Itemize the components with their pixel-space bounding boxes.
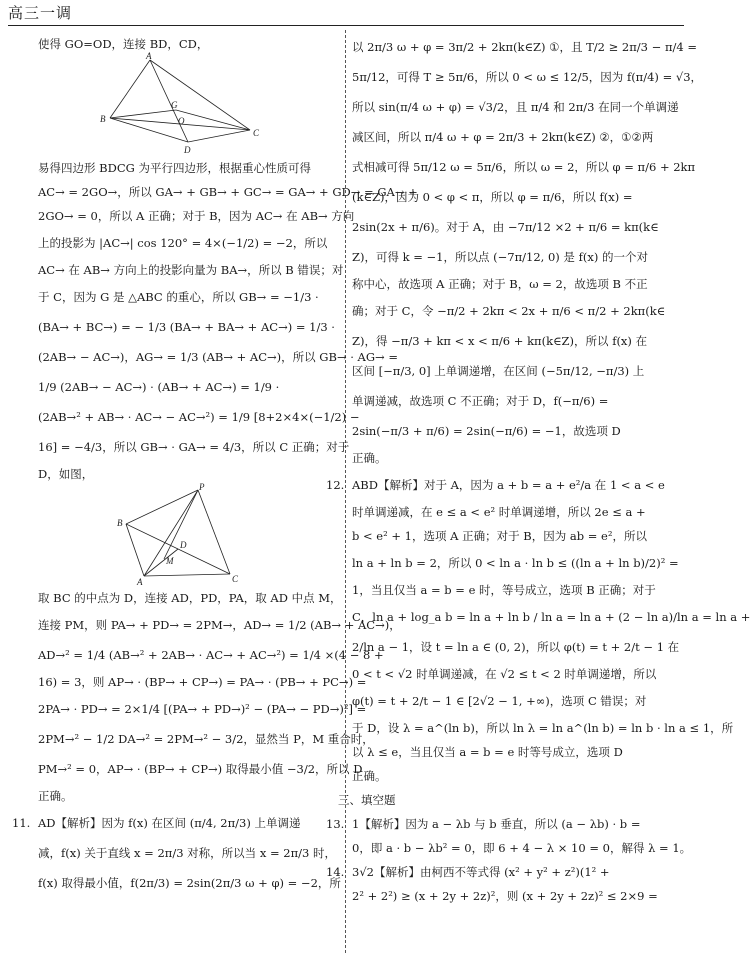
text-line: 正确。 [352,451,387,465]
question-11 [12,808,330,838]
section-heading: 三、填空题 [338,793,396,807]
text-line: b < e² + 1，选项 A 正确；对于 B，因为 ab = e²，所以 [352,529,647,543]
question-13 [326,812,652,836]
text-line: 以 λ ≤ e，当且仅当 a = b = e 时等号成立，选项 D [352,745,623,759]
text-line: C，ln a + log_a b = ln a + ln b / ln a = ln a + (2 − ln a)/ln a = ln a + [352,610,750,624]
question-number: 12. [326,478,345,492]
text-line: ln a + ln b = 2，所以 0 < ln a · ln b ≤ ((ln a + ln b)/2)² = [352,556,679,570]
text-line: 1【解析】因为 a − λb 与 b 垂直，所以 (a − λb) · b = [352,817,641,831]
question-number: 14. [326,865,345,879]
label-M: M [166,556,174,566]
text-line: AC→ 在 AB→ 方向上的投影向量为 BA→，所以 B 错误；对 [38,263,344,277]
text-line: 易得四边形 BDCG 为平行四边形，根据重心性质可得 [38,161,311,175]
text-line: 正确。 [352,769,387,783]
question-number: 13. [326,817,345,831]
text-line: 于 D，设 λ = a^(ln b)，所以 ln λ = ln a^(ln b) = ln b · ln a ≤ 1，所 [352,721,734,735]
label-B: B [100,114,106,124]
text-line: 减区间，所以 π/4 ω + φ = 2π/3 + 2kπ(k∈Z) ②，①②两 [352,130,654,144]
text-line: 确；对于 C，令 −π/2 + 2kπ < 2x + π/6 < π/2 + 2kπ(k∈ [352,304,666,318]
text-line: 以 2π/3 ω + φ = 3π/2 + 2kπ(k∈Z) ①，且 T/2 ≥ 2π/3 − π/4 = [352,40,697,54]
label-A: A [146,51,152,61]
text-line: Z)，可得 k = −1，所以点 (−7π/12, 0) 是 f(x) 的一个对 [352,250,648,264]
text-line: (k∈Z)，因为 0 < φ < π，所以 φ = π/6，所以 f(x) = [352,190,633,204]
text-line: AD【解析】因为 f(x) 在区间 (π/4, 2π/3) 上单调递 [38,816,301,830]
text-line: (2AB→ − AC→)，AG→ = 1/3 (AB→ + AC→)，所以 GB→ · AG→ = [38,350,398,364]
label-A: A [137,577,143,587]
text-line: 3√2【解析】由柯西不等式得 (x² + y² + z²)(1² + [352,865,610,879]
text-line: 2PA→ · PD→ = 2×1/4 [(PA→ + PD→)² − (PA→ − PD→)²] = [38,702,367,716]
text-line: 2/ln a − 1，设 t = ln a ∈ (0, 2)，所以 φ(t) = t + 2/t − 1 在 [352,640,680,654]
text-line: 1/9 (2AB→ − AC→) · (AB→ + AC→) = 1/9 · [38,380,280,394]
text-line: AD→² = 1/4 (AB→² + 2AB→ · AC→ + AC→²) = 1/4 ×(4 − 8 + [38,648,384,662]
label-C: C [232,574,239,584]
text-line: 2sin(−π/3 + π/6) = 2sin(−π/6) = −1，故选项 D [352,424,621,438]
text-line: (2AB→² + AB→ · AC→ − AC→²) = 1/9 [8+2×4×(−1/2) − [38,410,360,424]
text-line: 2² + 2²) ≥ (x + 2y + 2z)²，则 (x + 2y + 2z)² ≤ 2×9 = [352,889,658,903]
figure-triangle-abc [38,51,330,156]
right-column [326,32,750,908]
label-P: P [199,482,205,492]
text-line: 16] = −4/3，所以 GB→ · GA→ = 4/3，所以 C 正确；对于 [38,440,350,454]
question-12 [326,470,665,500]
header-rule [8,25,684,26]
text-line: 式相减可得 5π/12 ω = 5π/6，所以 ω = 2，所以 φ = π/6 + 2kπ [352,160,696,174]
text-line: PM→² = 0，AP→ · (BP→ + CP→) 取得最小值 −3/2，所以 D [38,762,363,776]
text-line: 0 < t < √2 时单调递减，在 √2 ≤ t < 2 时单调递增，所以 [352,667,657,681]
label-C: C [253,128,260,138]
text-line: 上的投影为 |AC→| cos 120° = 4×(−1/2) = −2，所以 [38,236,328,250]
text-line: 5π/12，可得 T ≥ 5π/6，所以 0 < ω ≤ 12/5，因为 f(π/4) = √3， [352,70,703,84]
figure-triangle-pbc [38,482,330,587]
label-B: B [117,518,123,528]
text-line: 于 C，因为 G 是 △ABC 的重心，所以 GB→ = −1/3 · [38,290,319,304]
text-line: 所以 sin(π/4 ω + φ) = √3/2，且 π/4 和 2π/3 在同一个单调递 [352,100,679,114]
text-line: Z)，得 −π/3 + kπ < x < π/6 + kπ(k∈Z)，所以 f(x) 在 [352,334,648,348]
text-line: 连接 PM，则 PA→ + PD→ = 2PM→，AD→ = 1/2 (AB→ + AC→)， [38,618,401,632]
text-line: 0，即 a · b − λb² = 0，即 6 + 4 − λ × 10 = 0，解得 λ = 1。 [352,841,692,855]
label-G: G [171,100,178,110]
text-line: 时单调递减，在 e ≤ a < e² 时单调递增，所以 2e ≤ a + [352,505,646,519]
question-number: 11. [12,816,31,830]
text-line: 2sin(2x + π/6)。对于 A，由 −7π/12 ×2 + π/6 = kπ(k∈ [352,220,659,234]
label-D: D [180,540,187,550]
label-O: O [178,116,185,126]
text-line: ABD【解析】对于 A，因为 a + b = a + e²/a 在 1 < a < e [352,478,665,492]
text-line: f(x) 取得最小值，f(2π/3) = 2sin(2π/3 ω + φ) = −2，所 [38,876,341,890]
text-line: 2PM→² − 1/2 DA→² = 2PM→² − 3/2，显然当 P，M 重合时， [38,732,374,746]
text-line: φ(t) = t + 2/t − 1 ∈ [2√2 − 1, +∞)，选项 C 错误；对 [352,694,647,708]
page-header: 高三一调 [8,4,73,22]
geometry-figure-2 [38,482,330,587]
text-line: 称中心，故选项 A 正确；对于 B，ω = 2，故选项 B 不正 [352,277,648,291]
text-line: 正确。 [38,789,73,803]
question-14 [326,860,652,884]
text-line: 1，当且仅当 a = b = e 时，等号成立，选项 B 正确；对于 [352,583,656,597]
geometry-figure-1 [38,51,330,156]
text-line: AC→ = 2GO→，所以 GA→ + GB→ + GC→ = GA→ + GD→ = GA→ + [38,185,418,199]
text-line: 2GO→ = 0，所以 A 正确；对于 B，因为 AC→ 在 AB→ 方向 [38,209,355,223]
text-line: 减，f(x) 关于直线 x = 2π/3 对称，所以当 x = 2π/3 时， [38,846,336,860]
text-line: (BA→ + BC→) = − 1/3 (BA→ + BA→ + AC→) = 1/3 · [38,320,335,334]
text-line: 取 BC 的中点为 D，连接 AD，PD，PA，取 AD 中点 M， [38,591,342,605]
text-line: D，如图， [38,467,94,481]
text-line: 使得 GO=OD，连接 BD，CD， [38,37,209,51]
text-line: 单调递减，故选项 C 不正确；对于 D，f(−π/6) = [352,394,609,408]
text-line: 16) = 3，则 AP→ · (BP→ + CP→) = PA→ · (PB→ + PC→) = [38,675,367,689]
text-line: 区间 [−π/3, 0] 上单调递增，在区间 (−5π/12, −π/3) 上 [352,364,645,378]
label-D: D [184,145,191,155]
